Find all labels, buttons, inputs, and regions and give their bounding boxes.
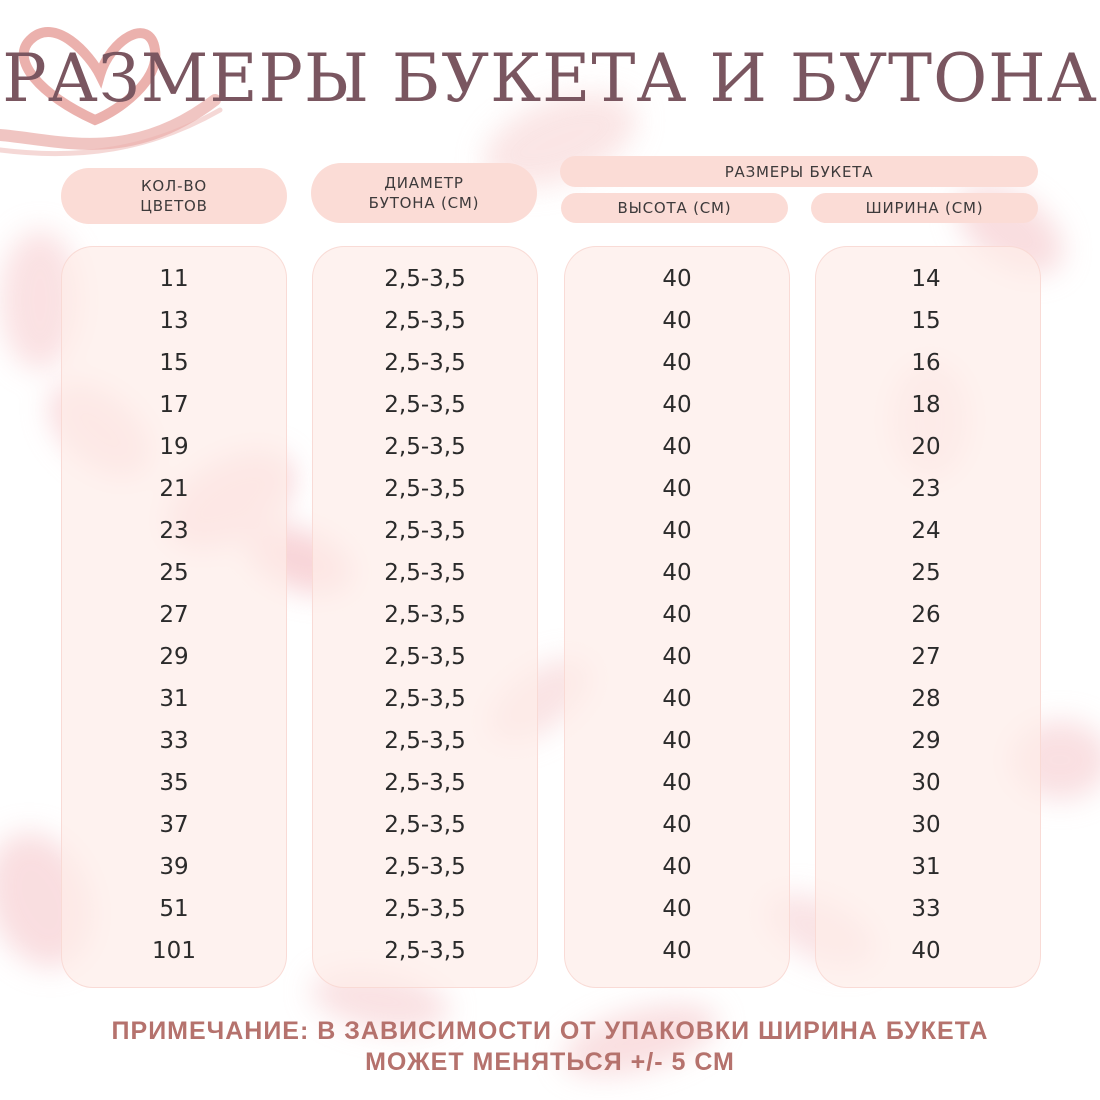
cell-height: 40: [662, 728, 692, 754]
header-count: [61, 168, 287, 224]
cell-width: 24: [911, 518, 941, 544]
cell-width: 29: [911, 728, 941, 754]
cell-diameter: 2,5-3,5: [384, 770, 466, 796]
cell-count: 51: [159, 896, 189, 922]
cell-count: 39: [159, 854, 189, 880]
cell-height: 40: [662, 560, 692, 586]
cell-count: 31: [159, 686, 189, 712]
header-height: [561, 193, 788, 223]
cell-height: 40: [662, 518, 692, 544]
cell-height: 40: [662, 602, 692, 628]
cell-diameter: 2,5-3,5: [384, 350, 466, 376]
cell-height: 40: [662, 770, 692, 796]
cell-count: 101: [152, 938, 196, 964]
cell-width: 26: [911, 602, 941, 628]
cell-diameter: 2,5-3,5: [384, 728, 466, 754]
cell-width: 16: [911, 350, 941, 376]
cell-height: 40: [662, 644, 692, 670]
values-diameter: [312, 258, 538, 972]
cell-height: 40: [662, 266, 692, 292]
cell-width: 31: [911, 854, 941, 880]
cell-diameter: 2,5-3,5: [384, 896, 466, 922]
cell-count: 35: [159, 770, 189, 796]
cell-height: 40: [662, 308, 692, 334]
cell-width: 20: [911, 434, 941, 460]
cell-diameter: 2,5-3,5: [384, 266, 466, 292]
cell-width: 23: [911, 476, 941, 502]
cell-height: 40: [662, 392, 692, 418]
cell-count: 17: [159, 392, 189, 418]
cell-count: 21: [159, 476, 189, 502]
cell-count: 29: [159, 644, 189, 670]
header-diameter: [311, 163, 537, 223]
cell-height: 40: [662, 896, 692, 922]
cell-height: 40: [662, 854, 692, 880]
cell-width: 27: [911, 644, 941, 670]
header-height-label: ВЫСОТА (СМ): [617, 199, 732, 217]
cell-width: 14: [911, 266, 941, 292]
note-line-1: ПРИМЕЧАНИЕ: В ЗАВИСИМОСТИ ОТ УПАКОВКИ ШИРИНА БУКЕТА: [111, 1017, 989, 1045]
cell-count: 11: [159, 266, 189, 292]
cell-diameter: 2,5-3,5: [384, 854, 466, 880]
cell-width: 28: [911, 686, 941, 712]
cell-diameter: 2,5-3,5: [384, 308, 466, 334]
cell-diameter: 2,5-3,5: [384, 644, 466, 670]
cell-diameter: 2,5-3,5: [384, 476, 466, 502]
cell-count: 13: [159, 308, 189, 334]
page-title: РАЗМЕРЫ БУКЕТА И БУТОНА: [2, 40, 1098, 117]
cell-diameter: 2,5-3,5: [384, 434, 466, 460]
cell-count: 19: [159, 434, 189, 460]
cell-height: 40: [662, 434, 692, 460]
cell-diameter: 2,5-3,5: [384, 812, 466, 838]
cell-height: 40: [662, 476, 692, 502]
header-width-label: ШИРИНА (СМ): [865, 199, 984, 217]
cell-width: 18: [911, 392, 941, 418]
cell-count: 27: [159, 602, 189, 628]
values-count: [61, 258, 287, 972]
header-diameter-label: ДИАМЕТР БУТОНА (СМ): [368, 174, 480, 212]
cell-width: 30: [911, 770, 941, 796]
cell-width: 30: [911, 812, 941, 838]
cell-count: 25: [159, 560, 189, 586]
header-width: [811, 193, 1038, 223]
cell-height: 40: [662, 686, 692, 712]
cell-diameter: 2,5-3,5: [384, 602, 466, 628]
values-width: [813, 258, 1039, 972]
note-line-2: МОЖЕТ МЕНЯТЬСЯ +/- 5 СМ: [365, 1048, 735, 1076]
cell-diameter: 2,5-3,5: [384, 392, 466, 418]
cell-diameter: 2,5-3,5: [384, 518, 466, 544]
cell-width: 15: [911, 308, 941, 334]
header-bouquet-sizes-label: РАЗМЕРЫ БУКЕТА: [724, 162, 874, 181]
header-bouquet-sizes: [560, 156, 1038, 187]
cell-height: 40: [662, 350, 692, 376]
cell-diameter: 2,5-3,5: [384, 560, 466, 586]
cell-count: 33: [159, 728, 189, 754]
cell-count: 37: [159, 812, 189, 838]
cell-count: 15: [159, 350, 189, 376]
cell-width: 33: [911, 896, 941, 922]
cell-diameter: 2,5-3,5: [384, 938, 466, 964]
cell-width: 40: [911, 938, 941, 964]
cell-count: 23: [159, 518, 189, 544]
values-height: [564, 258, 790, 972]
cell-diameter: 2,5-3,5: [384, 686, 466, 712]
cell-width: 25: [911, 560, 941, 586]
header-count-label: КОЛ-ВО ЦВЕТОВ: [140, 177, 208, 215]
cell-height: 40: [662, 938, 692, 964]
cell-height: 40: [662, 812, 692, 838]
